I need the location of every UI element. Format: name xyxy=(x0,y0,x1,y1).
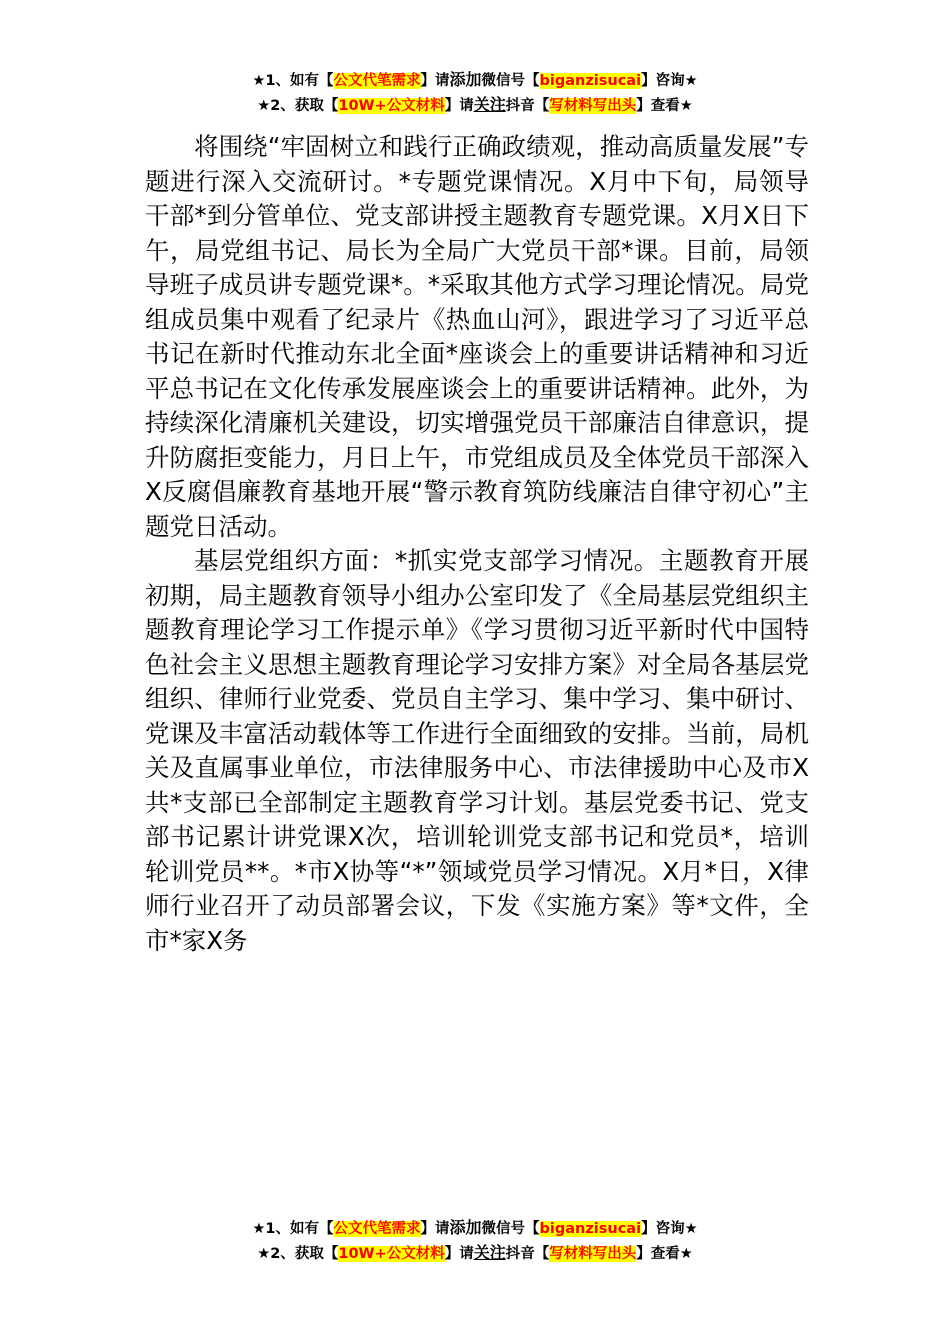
header-banner xyxy=(0,68,950,118)
highlight-douyin-account: 写材料写出头 xyxy=(549,98,637,114)
paragraph-2: 基层党组织方面：*抓实党支部学习情况。主题教育开展初期，局主题教育领导小组办公室印发了《全局基层党组织主题教育理论学习工作提示单》《学习贯彻习近平新时代中国特色社会主义思想主题教育理论学习安排方案》对全局各基层党组织、律师行业党委、党员自主学习、集中学习、集中研讨、党课及丰富活动载体等工作进行全面细致的安排。当前，局机关及直属事业单位，市法律服务中心、市法律援助中心及市X共*支部已全部制定主题教育学习计划。基层党委书记、党支部书记累计讲党课X次，培训轮训党支部书记和党员*，培训轮训党员**。*市X协等“*”领域党员学习情况。X月*日，X律师行业召开了动员部署会议，下发《实施方案》等*文件，全市*家X务 xyxy=(145,546,809,955)
footer-line-1: ★1、如有【公文代笔需求】请添加微信号【biganzisucai】咨询★ xyxy=(252,1218,698,1237)
banner-line-2: ★2、获取【10W+公文材料】请关注抖音【写材料写出头】查看★ xyxy=(257,95,693,114)
paragraph-1: 将围绕“牢固树立和践行正确政绩观，推动高质量发展”专题进行深入交流研讨。*专题党课情况。X月中下旬，局领导干部*到分管单位、党支部讲授主题教育专题党课。X月X日下午，局党组书记、局长为全局广大党员干部*课。目前，局领导班子成员讲专题党课*。*采取其他方式学习理论情况。局党组成员集中观看了纪录片《热血山河》，跟进学习了习近平总书记在新时代推动东北全面*座谈会上的重要讲话精神和习近平总书记在文化传承发展座谈会上的重要讲话精神。此外，为持续深化清廉机关建设，切实增强党员干部廉洁自律意识，提升防腐拒变能力，月日上午，市党组成员及全体党员干部深入X反腐倡廉教育基地开展“警示教育筑防线廉洁自律守初心”主题党日活动。 xyxy=(145,132,809,541)
footer-banner xyxy=(0,1216,950,1266)
footer-highlight-douyin-account: 写材料写出头 xyxy=(549,1246,637,1262)
footer-line-2: ★2、获取【10W+公文材料】请关注抖音【写材料写出头】查看★ xyxy=(257,1243,693,1262)
highlight-writing-service: 公文代笔需求 xyxy=(333,73,421,89)
banner-line-1: ★1、如有【公文代笔需求】请添加微信号【biganzisucai】咨询★ xyxy=(252,70,698,89)
footer-highlight-writing-service: 公文代笔需求 xyxy=(333,1221,421,1237)
highlight-materials: 10W+公文材料 xyxy=(338,98,445,114)
highlight-wechat-id: biganzisucai xyxy=(539,73,642,89)
document-body xyxy=(145,130,809,958)
footer-highlight-wechat-id: biganzisucai xyxy=(539,1221,642,1237)
footer-highlight-materials: 10W+公文材料 xyxy=(338,1246,445,1262)
